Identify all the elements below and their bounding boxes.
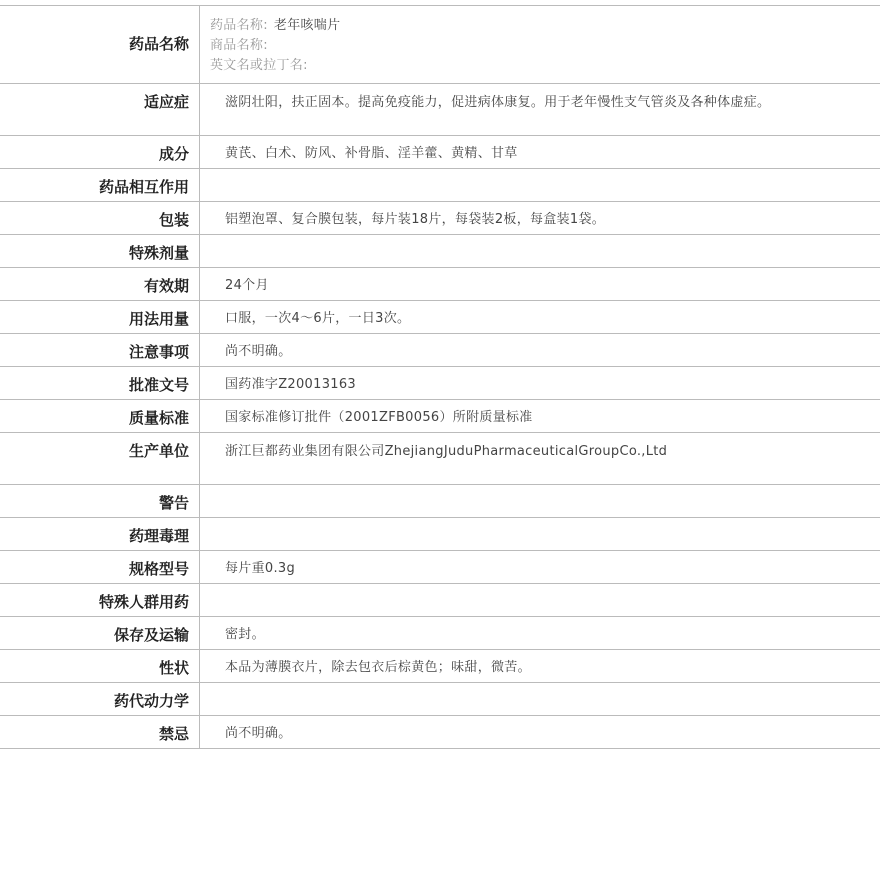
row-label: 注意事项 xyxy=(0,334,200,366)
row-value xyxy=(200,518,880,550)
row-label: 批准文号 xyxy=(0,367,200,399)
row-value: 24个月 xyxy=(225,278,269,293)
row-label: 特殊剂量 xyxy=(0,235,200,267)
row-value xyxy=(200,683,880,715)
row-value: 尚不明确。 xyxy=(225,344,292,359)
row-value: 密封。 xyxy=(225,627,265,642)
row-label: 质量标准 xyxy=(0,400,200,432)
row-value: 滋阴壮阳，扶正固本。提高免疫能力，促进病体康复。用于老年慢性支气管炎及各种体虚症。 xyxy=(225,95,771,110)
row-value: 国药准字Z20013163 xyxy=(225,377,356,392)
row-value: 铝塑泡罩、复合膜包装，每片装18片，每袋装2板，每盒装1袋。 xyxy=(225,212,606,227)
row-dosage xyxy=(0,300,880,333)
generic-name-value: 老年咳喘片 xyxy=(273,18,341,33)
row-shelf-life xyxy=(0,267,880,300)
row-value xyxy=(200,169,880,201)
row-special-dosage xyxy=(0,234,880,267)
row-label: 特殊人群用药 xyxy=(0,584,200,616)
row-storage xyxy=(0,616,880,649)
row-label: 规格型号 xyxy=(0,551,200,583)
row-label: 药理毒理 xyxy=(0,518,200,550)
row-packaging xyxy=(0,201,880,234)
row-value: 浙江巨都药业集团有限公司ZhejiangJuduPharmaceuticalGroupCo.,Ltd xyxy=(225,444,668,459)
row-value: 本品为薄膜衣片，除去包衣后棕黄色；味甜，微苦。 xyxy=(225,660,531,675)
row-label: 警告 xyxy=(0,485,200,517)
row-quality-standard xyxy=(0,399,880,432)
row-label: 药品名称 xyxy=(0,6,200,83)
row-pharmacokinetics xyxy=(0,682,880,715)
row-value xyxy=(200,584,880,616)
row-contraindications xyxy=(0,715,880,749)
row-label: 适应症 xyxy=(0,84,200,135)
row-value: 每片重0.3g xyxy=(225,561,296,576)
row-drug-name xyxy=(0,5,880,83)
row-ingredients xyxy=(0,135,880,168)
row-label: 有效期 xyxy=(0,268,200,300)
row-approval-number xyxy=(0,366,880,399)
english-name-caption: 英文名或拉丁名: xyxy=(210,58,308,73)
row-description xyxy=(0,649,880,682)
row-value: 国家标准修订批件（2001ZFB0056）所附质量标准 xyxy=(225,410,533,425)
row-label: 性状 xyxy=(0,650,200,682)
row-precautions xyxy=(0,333,880,366)
row-label: 保存及运输 xyxy=(0,617,200,649)
row-interactions xyxy=(0,168,880,201)
row-manufacturer xyxy=(0,432,880,484)
drug-info-table xyxy=(0,5,880,749)
row-label: 用法用量 xyxy=(0,301,200,333)
row-label: 禁忌 xyxy=(0,716,200,748)
row-value: 口服，一次4～6片，一日3次。 xyxy=(225,311,411,326)
row-value: 尚不明确。 xyxy=(225,726,292,741)
row-label: 成分 xyxy=(0,136,200,168)
row-pharmacology xyxy=(0,517,880,550)
generic-name-line xyxy=(210,16,790,36)
row-label: 药品相互作用 xyxy=(0,169,200,201)
row-label: 包装 xyxy=(0,202,200,234)
row-value: 黄芪、白术、防风、补骨脂、淫羊藿、黄精、甘草 xyxy=(225,146,518,161)
row-value xyxy=(200,485,880,517)
row-special-populations xyxy=(0,583,880,616)
row-label: 生产单位 xyxy=(0,433,200,484)
row-value xyxy=(200,235,880,267)
row-indications xyxy=(0,83,880,135)
row-specification xyxy=(0,550,880,583)
row-warning xyxy=(0,484,880,517)
generic-name-caption: 药品名称: xyxy=(210,18,268,33)
trade-name-caption: 商品名称: xyxy=(210,38,268,53)
row-label: 药代动力学 xyxy=(0,683,200,715)
name-block xyxy=(200,6,880,83)
